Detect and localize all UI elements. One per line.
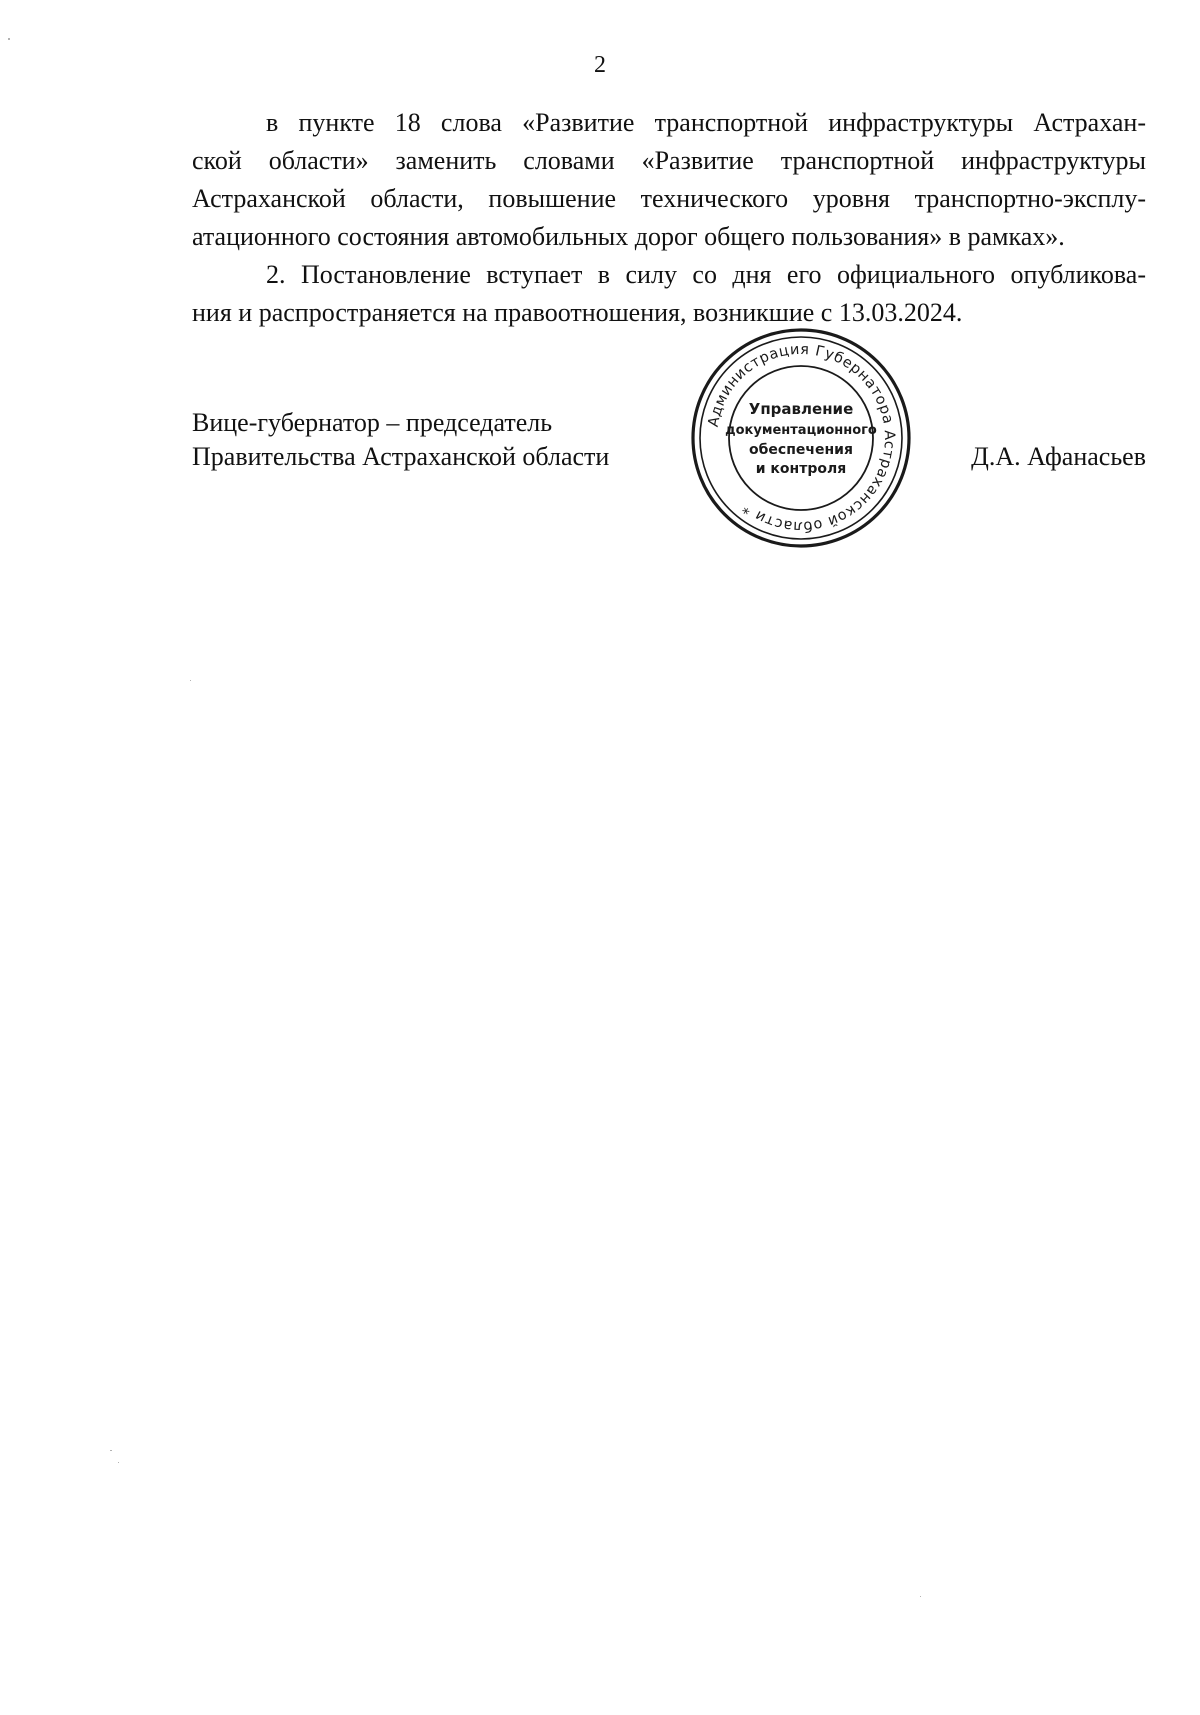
document-body <box>192 104 1146 332</box>
seal-inner-circle <box>729 366 873 510</box>
seal-ring-text: Администрация Губернатора Астраханской области * <box>705 341 898 535</box>
signatory-position <box>192 406 609 474</box>
seal-outer-circle <box>693 330 909 546</box>
text-line <box>192 256 1146 294</box>
seal-center-text <box>725 400 877 477</box>
scan-speck <box>110 1450 112 1451</box>
official-seal <box>688 325 914 551</box>
scan-speck <box>190 680 191 681</box>
scan-speck <box>8 38 10 40</box>
text-line-content: в пункте 18 слова «Развитие транспортной инфраструктуры Астрахан- <box>266 108 1146 137</box>
signatory-position-line-2: Правительства Астраханской области <box>192 442 610 471</box>
paragraph-effective-date <box>192 256 1146 332</box>
text-line-content: 2. Постановление вступает в силу со дня его официального опубликова- <box>266 260 1146 289</box>
text-line <box>192 104 1146 142</box>
seal-center-line-3: обеспечения <box>749 442 853 458</box>
official-seal-graphic <box>688 325 914 551</box>
text-line: атационного состояния автомобильных дорог общего пользования» в рамках». <box>192 222 1065 251</box>
paragraph-amendment <box>192 104 1146 256</box>
seal-outer-inner-circle <box>700 337 902 539</box>
signatory-position-line-1: Вице-губернатор – председатель <box>192 408 553 437</box>
text-line: Астраханской области, повышение технического уровня транспортно-эксплу- <box>192 184 1146 213</box>
text-line: ской области» заменить словами «Развитие транспортной инфраструктуры <box>192 146 1146 175</box>
signatory-name: Д.А. Афанасьев <box>971 442 1146 471</box>
seal-center-line-1: Управление <box>748 400 854 418</box>
text-line: ния и распространяется на правоотношения, возникшие с 13.03.2024. <box>192 298 963 327</box>
scan-speck <box>920 1596 921 1597</box>
page-number: 2 <box>594 52 606 78</box>
scan-speck <box>118 1462 119 1463</box>
seal-center-line-2: документационного <box>725 423 877 438</box>
seal-center-line-4: и контроля <box>755 461 847 477</box>
